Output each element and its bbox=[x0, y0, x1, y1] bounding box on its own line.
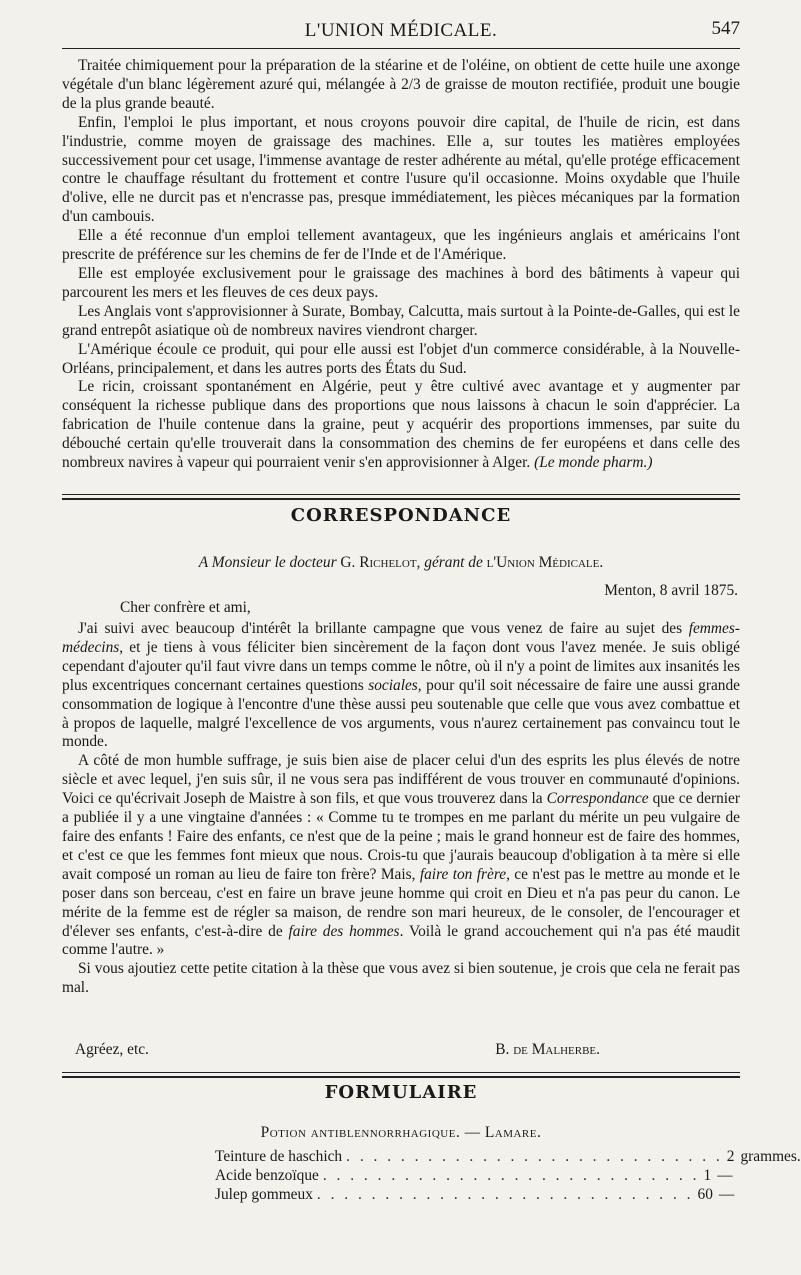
text-run: , pour qu'il soit nécessaire de faire une aussi grande consommation de logique à l'encontre d'une thèse aussi peu soutenable que celle que vous avez combattue et à propos de laquelle, malgré l'excellence de vos arguments, vous n'aurez certainement pas convaincu tout le monde. bbox=[62, 676, 740, 751]
text-run: que ce dernier a publiée il y a une vingtaine d'années : « Comme tu te trompes en me parlant du mérite un peu vulgaire de faire des enfants ! Faire des enfants, ce n'est que de la peine ; mais le grand honneur est de faire des hommes, et c'est ce que les femmes font mieux que nous. Crois-tu que j'aurais beaucoup d'obligation à ta mère si elle avait composé un roman au lieu de faire ton frère? Mais, bbox=[62, 790, 740, 883]
page-header bbox=[62, 12, 740, 42]
letter-paragraph: Si vous ajoutiez cette petite citation à la thèse que vous avez si bien soutenue, je crois que cela ne ferait pas mal. bbox=[62, 960, 740, 997]
emphasis: femmes-médecins bbox=[62, 620, 740, 656]
letter-closing: Agréez, etc. bbox=[75, 1041, 149, 1058]
article-paragraph bbox=[62, 378, 740, 473]
emphasis: sociales bbox=[368, 676, 418, 694]
ingredient-qty: 1 bbox=[703, 1167, 712, 1184]
leader-dots: . . . . . . . . . . . . . . . . . . . . . . . . . . . . bbox=[346, 1148, 723, 1165]
text-run: . Voilà le grand accouchement qui n'a pas été maudit comme l'autre. » bbox=[62, 922, 740, 959]
ingredient-unit: — bbox=[718, 1186, 735, 1203]
text-run: , et je tiens à vous féliciter bien sincèrement de la façon dont vous l'avez menée. Je suis obligé cependant d'ajouter qu'il faut vivre dans un temps comme le nôtre, où il n'y a point de limites aux insanités les plus excentriques concernant certaines questions bbox=[62, 638, 740, 694]
letter-body bbox=[62, 620, 740, 998]
formulaire-heading: FORMULAIRE bbox=[324, 1082, 478, 1103]
ingredient-name: Teinture de haschich bbox=[215, 1148, 343, 1165]
letter-signature: B. de Malherbe. bbox=[495, 1041, 600, 1058]
recipe-title: Potion antiblennorrhagique. — Lamare. bbox=[260, 1124, 542, 1141]
article-paragraph: Elle a été reconnue d'un emploi tellement avantageux, que les ingénieurs anglais et américains l'ont prescrite de préférence sur les chemins de fer de l'Inde et de l'Amérique. bbox=[62, 227, 740, 264]
article-paragraph: Enfin, l'emploi le plus important, et nous croyons pouvoir dire capital, de l'huile de ricin, est dans l'industrie, comme moyen de graissage des machines. Elle a, sur toutes les matières employées successivement pour cet usage, l'immense avantage de rester adhérente au métal, qu'elle protége efficacement contre le chauffage résultant du frottement et contre l'usure qu'il occasionne. Moins oxydable que l'huile d'olive, elle ne durcit pas et n'encrasse pas, presque immédiatement, les pièces mécaniques par la formation d'un cambouis. bbox=[62, 113, 740, 226]
page-number: 547 bbox=[711, 18, 740, 39]
running-title: L'UNION MÉDICALE. bbox=[304, 20, 498, 41]
header-rule bbox=[62, 48, 740, 49]
correspondance-heading: CORRESPONDANCE bbox=[290, 505, 512, 526]
ingredient-row bbox=[215, 1148, 801, 1167]
emphasis: Correspondance bbox=[546, 790, 649, 808]
ingredient-name: Julep gommeux bbox=[215, 1186, 313, 1203]
addressee-role: , gérant de bbox=[416, 554, 483, 571]
letter-dateline: Menton, 8 avril 1875. bbox=[604, 582, 738, 599]
text-run: J'ai suivi avec beaucoup d'intérêt la brillante campagne que vous venez de faire au sujet des bbox=[78, 620, 689, 637]
leader-dots: . . . . . . . . . . . . . . . . . . . . . . . . . . . . bbox=[322, 1167, 700, 1184]
ingredient-unit: grammes. bbox=[740, 1148, 801, 1165]
article-source: (Le monde pharm.) bbox=[534, 454, 653, 472]
article-paragraph: L'Amérique écoule ce produit, qui pour elle aussi est l'objet d'un commerce considérable, à la Nouvelle-Orléans, principalement, et dans les autres ports des États du Sud. bbox=[62, 340, 740, 377]
leader-dots: . . . . . . . . . . . . . . . . . . . . . . . . . . . . bbox=[316, 1186, 694, 1203]
text-run: A côté de mon humble suffrage, je suis bien aise de placer celui d'un des esprits les plus élevés de notre siècle et avec lequel, j'en suis sûr, il ne vous sera pas indifférent de vous trouver en communauté d'opinions. Voici ce qu'écrivait Joseph de Maistre à son fils, et que vous trouverez dans la bbox=[62, 752, 740, 808]
ingredient-unit: — bbox=[717, 1167, 733, 1184]
ingredient-row bbox=[215, 1167, 733, 1186]
letter-salutation: Cher confrère et ami, bbox=[120, 599, 251, 616]
emphasis: faire ton frère, bbox=[419, 865, 510, 883]
addressee-journal: l'Union Médicale. bbox=[486, 554, 604, 571]
article-paragraph: Traitée chimiquement pour la préparation de la stéarine et de l'oléine, on obtient de cette huile une axonge végétale d'un blanc légèrement azuré qui, mélangée à 2/3 de graisse de mouton rectifiée, produit une bougie de la plus grande beauté. bbox=[62, 57, 740, 112]
article-paragraph: Elle est employée exclusivement pour le graissage des machines à bord des bâtiments à vapeur qui parcourent les mers et les fleuves de ces deux pays. bbox=[62, 264, 740, 301]
section-divider bbox=[62, 494, 740, 495]
ingredient-list bbox=[215, 1148, 801, 1205]
letter-paragraph bbox=[62, 620, 740, 752]
section-divider bbox=[62, 1072, 740, 1073]
ingredient-qty: 2 bbox=[726, 1148, 735, 1165]
addressee-name: G. Richelot bbox=[340, 554, 417, 571]
ingredient-name: Acide benzoïque bbox=[215, 1167, 319, 1184]
article-paragraph-text: Le ricin, croissant spontanément en Algérie, peut y être cultivé avec avantage et y augmenter par conséquent la richesse publique dans des proportions que nous laissons à chacun le soin d'apprécier. La fabrication de l'huile contenue dans la graine, peut y acquérir des proportions immenses, par suite du débouché certain qu'elle trouverait dans la consommation des chemins de fer européens et dans celle des nombreux navires à vapeur qui pourraient venir s'en approvisionner à Alger. bbox=[62, 378, 740, 472]
text-run: ce n'est pas le mettre au monde et le poser dans son berceau, c'est en faire un brave jeune homme qui croit en Dieu et n'a pas peur du canon. Le mérite de la femme est de régler sa maison, de rendre son mari heureux, de le consoler, de l'encourager et d'élever ses enfants, c'est-à-dire de bbox=[62, 865, 740, 940]
addressee-prefix: A Monsieur le docteur bbox=[198, 554, 337, 571]
letter-paragraph bbox=[62, 752, 740, 960]
ingredient-row bbox=[215, 1186, 735, 1205]
article-paragraph: Les Anglais vont s'approvisionner à Surate, Bombay, Calcutta, mais surtout à la Pointe-de-Galles, qui est le grand entrepôt asiatique où de nombreux navires viendront charger. bbox=[62, 302, 740, 339]
emphasis: faire des hommes bbox=[288, 922, 400, 940]
ingredient-qty: 60 bbox=[697, 1186, 713, 1203]
castor-oil-article bbox=[62, 57, 740, 473]
letter-addressee bbox=[62, 554, 740, 572]
